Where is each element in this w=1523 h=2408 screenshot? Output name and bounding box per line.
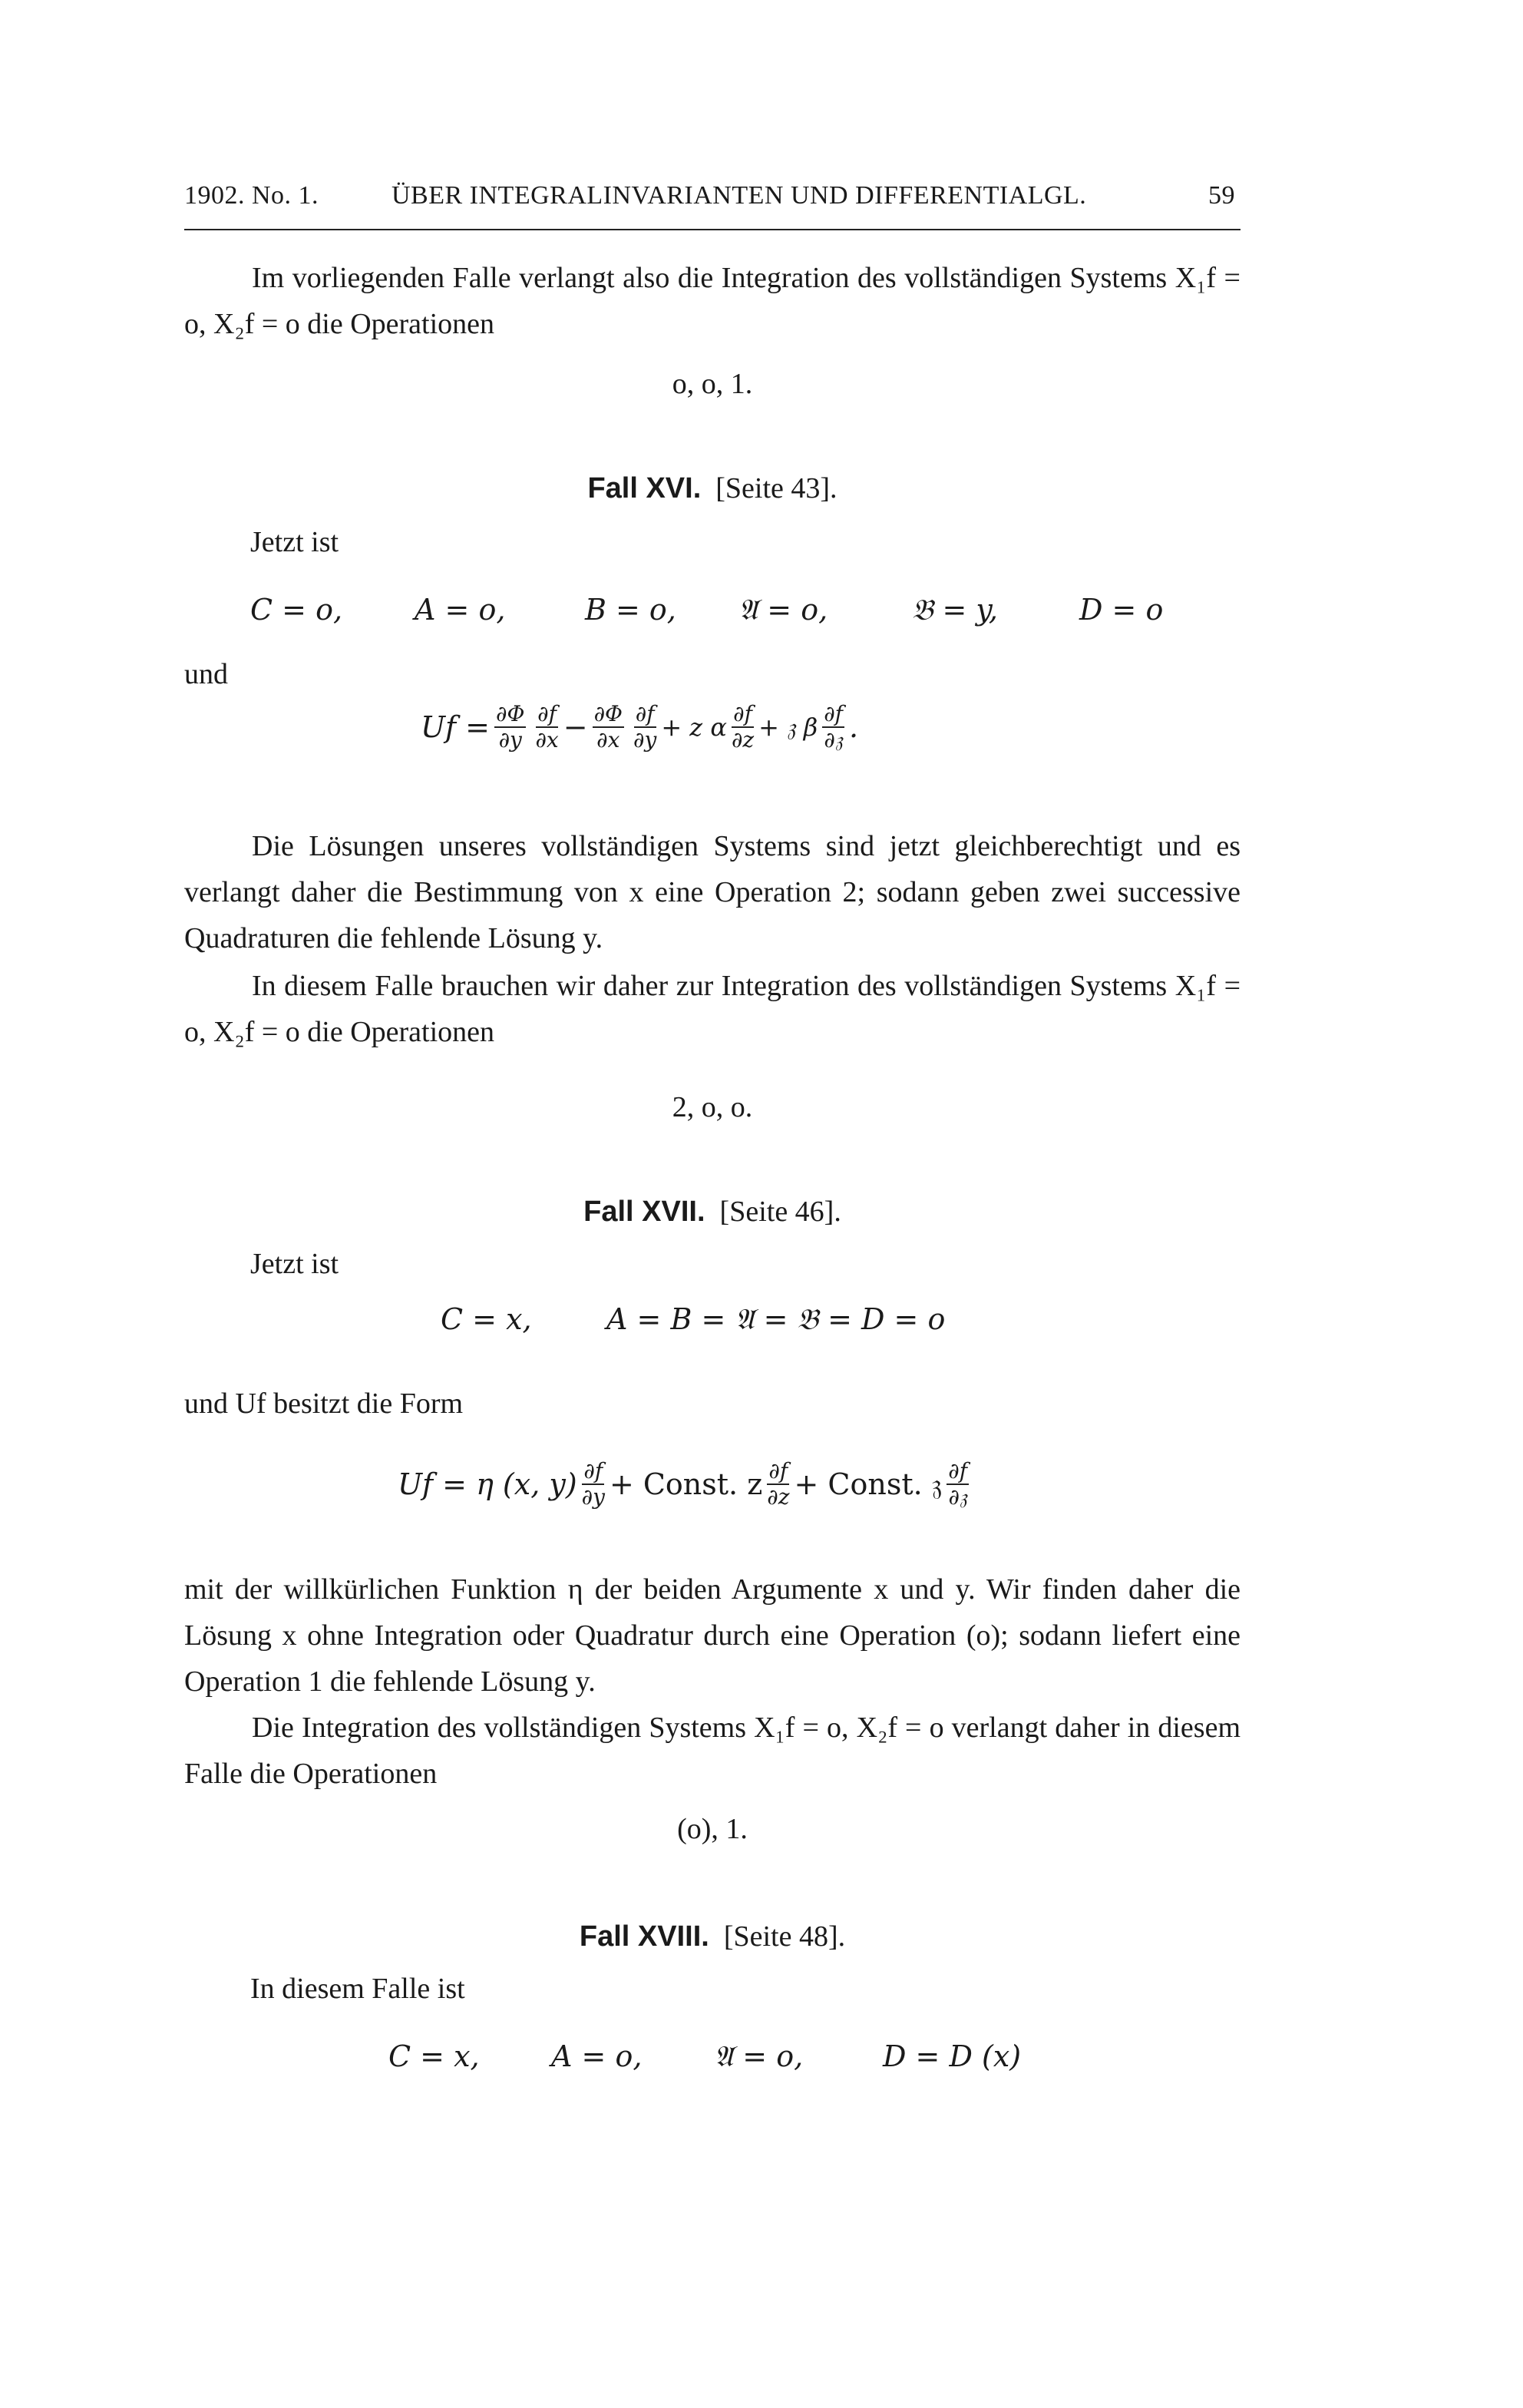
period: . — [849, 710, 859, 744]
numerator: ∂Φ — [496, 701, 525, 726]
section-title: Fall XVIII. — [579, 1920, 709, 1953]
fraction — [822, 702, 844, 752]
eq-lhs: Uf = η (x, y) — [398, 1467, 577, 1501]
eq-16-a: A = o, — [415, 593, 506, 627]
operations-3: (o), 1. — [677, 1813, 748, 1845]
section-title: Fall XVI. — [587, 472, 702, 504]
fraction — [633, 702, 656, 752]
numerator: ∂f — [537, 701, 557, 726]
operator: + Const. z — [609, 1467, 763, 1501]
section-heading-fall-17 — [184, 1195, 1241, 1229]
numerator: ∂f — [948, 1458, 968, 1484]
denominator: ∂z — [767, 1484, 790, 1510]
denominator: ∂y — [633, 727, 657, 752]
paragraph-3: In diesem Falle brauchen wir daher zur Integration des vollständigen Systems X₁f = o, X₂f = o die Operationen — [184, 970, 1241, 1048]
eq-16-frak-a: 𝔄 = o, — [738, 593, 828, 627]
paragraph-6: Die Integration des vollständigen Systems X₁f = o, X₂f = o verlangt daher in diesem Falle die Operationen — [184, 1712, 1241, 1790]
eq-18-c: C = x, — [388, 2039, 480, 2073]
denominator: ∂y — [498, 727, 522, 752]
numerator: ∂f — [583, 1458, 603, 1484]
operator: + 𝔷 β — [758, 712, 818, 742]
denominator: ∂x — [535, 727, 559, 752]
section-ref: [Seite 48]. — [723, 1920, 846, 1953]
numerator: ∂f — [824, 701, 844, 726]
eq-16-uf — [421, 702, 858, 752]
fraction — [535, 702, 558, 752]
section-ref: [Seite 43]. — [715, 472, 837, 504]
operator: + z α — [661, 713, 727, 742]
fraction — [593, 702, 624, 752]
header-left: 1902. No. 1. — [184, 181, 319, 210]
fraction — [582, 1459, 605, 1510]
operations-1: o, o, 1. — [672, 368, 753, 400]
eq-17-c: C = x, — [441, 1302, 532, 1336]
operations-2: 2, o, o. — [672, 1091, 753, 1123]
paragraph-5: mit der willkürlichen Funktion η der beiden Argumente x und y. Wir finden daher die Lösung x ohne Integration oder Quadratur durch eine Operation (o); sodann liefert eine Operation 1 die fehlende Lösung y. — [184, 1573, 1241, 1698]
eq-17-uf — [398, 1459, 973, 1510]
und-1: und — [184, 658, 228, 690]
header-rule — [184, 229, 1241, 230]
eq-18-frak-a: 𝔄 = o, — [714, 2039, 804, 2073]
paragraph-7: In diesem Falle ist — [250, 1973, 465, 2005]
operator: − — [563, 710, 588, 744]
paragraph-2: Die Lösungen unseres vollständigen Systems sind jetzt gleichberechtigt und es verlangt daher die Bestimmung von x eine Operation 2; sodann geben zwei successive Quadraturen die fehlende Lösung y. — [184, 830, 1241, 954]
header-title: ÜBER INTEGRALINVARIANTEN UND DIFFERENTIALGL. — [391, 181, 1087, 210]
numerator: ∂f — [733, 701, 752, 726]
denominator: ∂z — [731, 727, 755, 752]
eq-17-rest: A = B = 𝔄 = 𝔅 = D = o — [606, 1302, 946, 1336]
fraction — [732, 702, 754, 752]
denominator: ∂𝔷 — [948, 1484, 967, 1510]
numerator: ∂f — [635, 701, 655, 726]
section-heading-fall-18 — [184, 1920, 1241, 1953]
jetzt-ist-2: Jetzt ist — [250, 1248, 339, 1280]
page-number: 59 — [1208, 181, 1235, 210]
section-ref: [Seite 46]. — [719, 1196, 841, 1228]
eq-16-frak-b: 𝔅 = y, — [912, 593, 998, 627]
operator: + Const. 𝔷 — [794, 1467, 943, 1501]
section-heading-fall-16 — [184, 471, 1241, 505]
eq-18-a: A = o, — [551, 2039, 643, 2073]
section-title: Fall XVII. — [583, 1196, 705, 1228]
fraction — [494, 702, 526, 752]
eq-16-c: C = o, — [250, 593, 343, 627]
eq-16-d: D = o — [1079, 593, 1164, 627]
numerator: ∂f — [768, 1458, 788, 1484]
denominator: ∂x — [596, 727, 620, 752]
fraction — [767, 1459, 789, 1510]
jetzt-ist-1: Jetzt ist — [250, 526, 339, 558]
eq-18-d: D = D (x) — [883, 2039, 1022, 2073]
denominator: ∂𝔷 — [824, 727, 843, 752]
paragraph-1: Im vorliegenden Falle verlangt also die Integration des vollständigen Systems X₁f = o, X₂f = o die Operationen — [184, 262, 1241, 340]
fraction — [947, 1459, 969, 1510]
denominator: ∂y — [581, 1484, 605, 1510]
numerator: ∂Φ — [593, 701, 623, 726]
eq-lhs: Uf = — [421, 710, 491, 744]
eq-16-b: B = o, — [585, 593, 676, 627]
paragraph-4: und Uf besitzt die Form — [184, 1388, 464, 1420]
